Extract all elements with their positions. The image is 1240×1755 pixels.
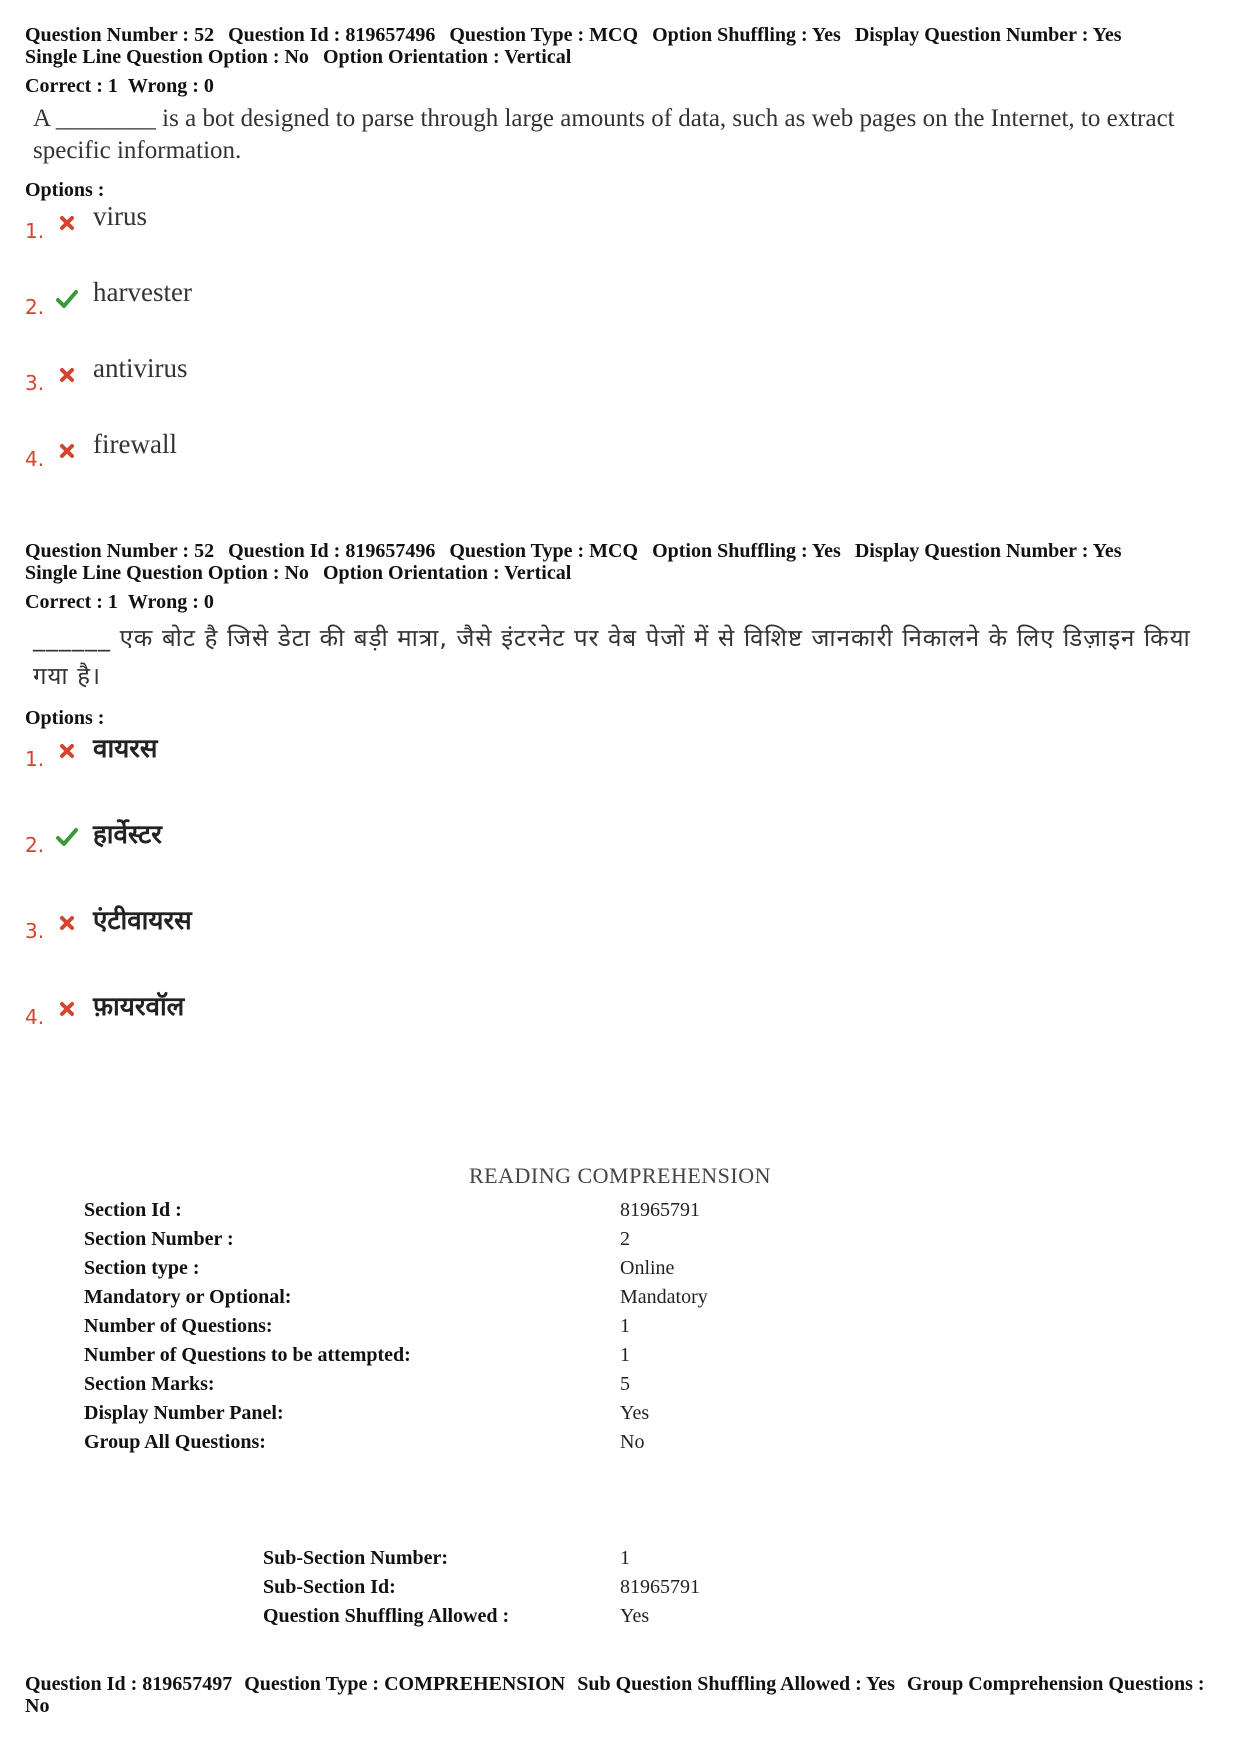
info-value: Yes <box>620 1605 650 1627</box>
info-key: Number of Questions to be attempted: <box>84 1344 411 1366</box>
option-number: 4. <box>25 1005 45 1029</box>
option-item <box>25 201 1215 277</box>
option-text: firewall <box>93 429 177 459</box>
cross-icon <box>55 439 79 463</box>
info-value: Online <box>620 1257 675 1279</box>
option-text: हार्वेस्टर <box>93 820 162 850</box>
option-number: 1. <box>25 219 45 243</box>
sub-question-shuffling: Sub Question Shuffling Allowed : Yes <box>577 1673 895 1695</box>
correct-score: Correct : 1 <box>25 591 118 613</box>
info-value: Mandatory <box>620 1286 708 1308</box>
question-number: Question Number : 52 <box>25 24 215 46</box>
option-number: 3. <box>25 919 45 943</box>
option-item <box>25 901 1215 987</box>
single-line-option: Single Line Question Option : No <box>25 46 309 68</box>
info-key: Section Number : <box>84 1228 234 1250</box>
info-key: Display Number Panel: <box>84 1402 284 1424</box>
section-title: READING COMPREHENSION <box>468 1163 771 1188</box>
info-value: 81965791 <box>620 1199 700 1221</box>
info-value: 1 <box>620 1344 630 1366</box>
option-number: 3. <box>25 371 45 395</box>
info-key: Section Marks: <box>84 1373 215 1395</box>
display-question-number: Display Question Number : Yes <box>854 540 1122 562</box>
info-key: Sub-Section Id: <box>263 1576 396 1598</box>
question-meta <box>25 540 1215 584</box>
option-number: 4. <box>25 447 45 471</box>
option-item <box>25 729 1215 815</box>
option-item <box>25 429 1215 505</box>
question-id: Question Id : 819657497 <box>25 1673 233 1695</box>
option-orientation: Option Orientation : Vertical <box>322 46 572 68</box>
info-value: No <box>620 1431 645 1453</box>
option-shuffling: Option Shuffling : Yes <box>652 24 841 46</box>
option-text: harvester <box>93 277 192 307</box>
group-comprehension: Group Comprehension Questions : No <box>25 1673 1205 1717</box>
question-meta <box>25 24 1215 68</box>
wrong-score: Wrong : 0 <box>127 75 214 97</box>
next-question-meta <box>25 1673 1215 1717</box>
options-label: Options : <box>25 179 105 201</box>
info-key: Sub-Section Number: <box>263 1547 449 1569</box>
info-value: 81965791 <box>620 1576 700 1598</box>
question-text: ______ एक बोट है जिसे डेटा की बड़ी मात्रा, जैसे इंटरनेट पर वेब पेजों में से विशिष्ट जानकारी निकालने के लिए डिज़ाइन किया गया है। <box>33 624 1191 690</box>
check-icon <box>55 287 79 311</box>
display-question-number: Display Question Number : Yes <box>854 24 1122 46</box>
option-text: antivirus <box>93 353 188 383</box>
info-key: Section type : <box>84 1257 200 1279</box>
cross-icon <box>55 911 79 935</box>
info-value: 5 <box>620 1373 630 1395</box>
info-key: Question Shuffling Allowed : <box>263 1605 510 1627</box>
check-icon <box>55 825 79 849</box>
info-value: 1 <box>620 1547 630 1569</box>
option-number: 1. <box>25 747 45 771</box>
question-id: Question Id : 819657496 <box>228 24 436 46</box>
option-orientation: Option Orientation : Vertical <box>322 562 572 584</box>
option-item <box>25 815 1215 901</box>
option-number: 2. <box>25 833 45 857</box>
info-key: Group All Questions: <box>84 1431 266 1453</box>
question-id: Question Id : 819657496 <box>228 540 436 562</box>
option-text: virus <box>93 201 147 231</box>
options-label: Options : <box>25 707 105 729</box>
cross-icon <box>55 211 79 235</box>
info-key: Number of Questions: <box>84 1315 273 1337</box>
score-line <box>25 75 1215 97</box>
option-text: फ़ायरवॉल <box>93 992 185 1022</box>
option-number: 2. <box>25 295 45 319</box>
info-key: Mandatory or Optional: <box>84 1286 292 1308</box>
question-type: Question Type : MCQ <box>449 24 639 46</box>
single-line-option: Single Line Question Option : No <box>25 562 309 584</box>
cross-icon <box>55 997 79 1021</box>
option-text: एंटीवायरस <box>93 906 192 936</box>
info-value: 2 <box>620 1228 630 1250</box>
question-type: Question Type : COMPREHENSION <box>244 1673 566 1695</box>
option-item <box>25 353 1215 429</box>
cross-icon <box>55 739 79 763</box>
option-item <box>25 277 1215 353</box>
correct-score: Correct : 1 <box>25 75 118 97</box>
wrong-score: Wrong : 0 <box>127 591 214 613</box>
info-value: Yes <box>620 1402 650 1424</box>
question-block-english <box>25 24 1215 505</box>
option-item <box>25 987 1215 1073</box>
info-value: 1 <box>620 1315 630 1337</box>
info-key: Section Id : <box>84 1199 182 1221</box>
score-line <box>25 591 1215 613</box>
question-type: Question Type : MCQ <box>449 540 639 562</box>
options-list <box>25 729 1215 1073</box>
question-text: A ________ is a bot designed to parse through large amounts of data, such as web pages on the Internet, to extract specific information. <box>33 105 1175 164</box>
cross-icon <box>55 363 79 387</box>
options-list <box>25 201 1215 505</box>
option-shuffling: Option Shuffling : Yes <box>652 540 841 562</box>
question-block-hindi <box>25 540 1215 1073</box>
question-number: Question Number : 52 <box>25 540 215 562</box>
option-text: वायरस <box>93 734 158 764</box>
